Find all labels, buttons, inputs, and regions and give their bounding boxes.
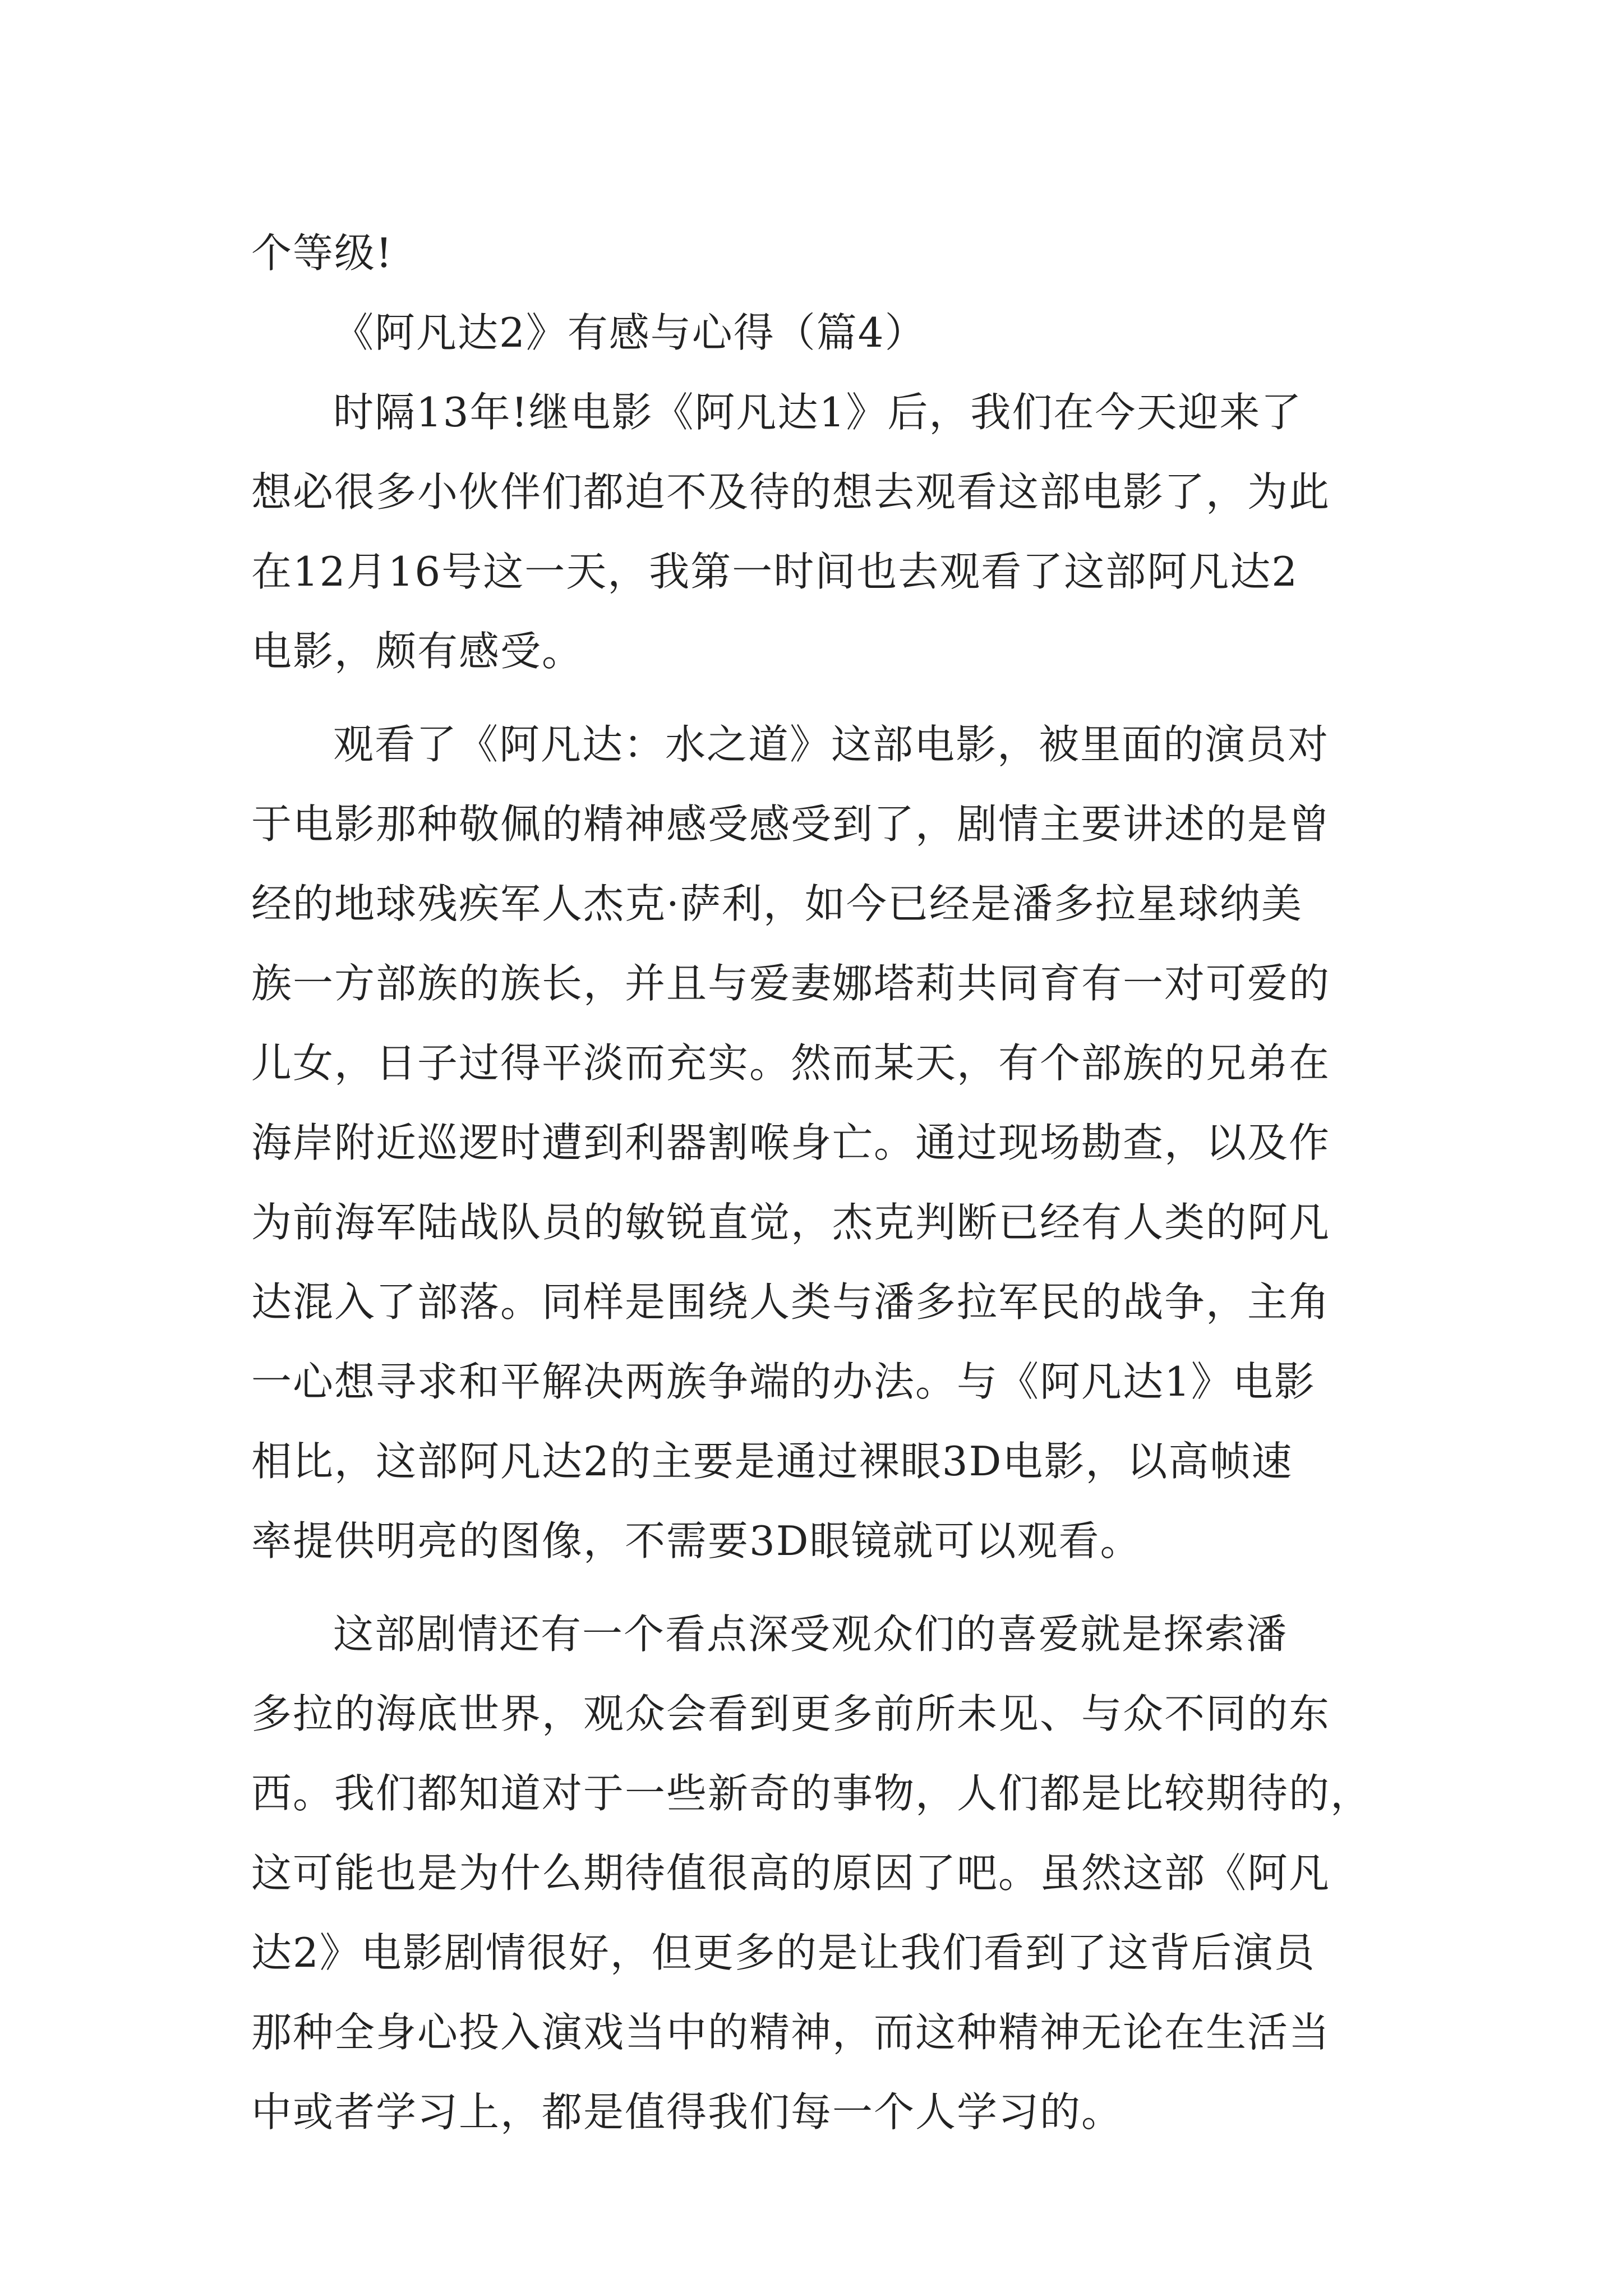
paragraph-gap: [251, 691, 1384, 705]
text-line: 电影，颇有感受。: [251, 628, 584, 675]
text-line: 为前海军陆战队员的敏锐直觉，杰克判断已经有人类的阿凡: [251, 1199, 1331, 1246]
text-line: 西。我们都知道对于一些新奇的事物，人们都是比较期待的，: [251, 1770, 1372, 1817]
document-body: [251, 213, 1384, 2152]
section-heading: 《阿凡达2》有感与心得（篇4）: [333, 309, 926, 356]
text-line: 海岸附近巡逻时遭到利器割喉身亡。通过现场勘查，以及作: [251, 1119, 1331, 1166]
text-line: 经的地球残疾军人杰克·萨利，如今已经是潘多拉星球纳美: [251, 880, 1303, 927]
text-line: 观看了《阿凡达：水之道》这部电影，被里面的演员对: [333, 721, 1330, 768]
text-line: 在12月16号这一天，我第一时间也去观看了这部阿凡达2: [251, 548, 1299, 595]
text-line: 达2》电影剧情很好，但更多的是让我们看到了这背后演员: [251, 1929, 1316, 1976]
text-line: 那种全身心投入演戏当中的精神，而这种精神无论在生活当: [251, 2009, 1331, 2056]
text-line: 时隔13年!继电影《阿凡达1》后，我们在今天迎来了: [333, 389, 1303, 436]
text-line: 于电影那种敬佩的精神感受感受到了，剧情主要讲述的是曾: [251, 800, 1331, 848]
text-line: 这可能也是为什么期待值很高的原因了吧。虽然这部《阿凡: [251, 1849, 1331, 1897]
text-line: 多拉的海底世界，观众会看到更多前所未见、与众不同的东: [251, 1690, 1331, 1737]
text-line: 中或者学习上，都是值得我们每一个人学习的。: [251, 2088, 1123, 2136]
text-line: 个等级!: [251, 229, 393, 277]
text-line: 一心想寻求和平解决两族争端的办法。与《阿凡达1》电影: [251, 1358, 1316, 1405]
text-line: 想必很多小伙伴们都迫不及待的想去观看这部电影了，为此: [251, 468, 1331, 516]
text-line: 相比，这部阿凡达2的主要是通过裸眼3D电影，以高帧速: [251, 1438, 1293, 1485]
text-line: 儿女，日子过得平淡而充实。然而某天，有个部族的兄弟在: [251, 1039, 1331, 1087]
text-line: 达混入了部落。同样是围绕人类与潘多拉军民的战争，主角: [251, 1278, 1331, 1326]
text-line: 这部剧情还有一个看点深受观众们的喜爱就是探索潘: [333, 1611, 1288, 1658]
text-line: 族一方部族的族长，并且与爱妻娜塔莉共同育有一对可爱的: [251, 960, 1331, 1007]
text-line: 率提供明亮的图像，不需要3D眼镜就可以观看。: [251, 1517, 1142, 1565]
paragraph-gap: [251, 1581, 1384, 1594]
